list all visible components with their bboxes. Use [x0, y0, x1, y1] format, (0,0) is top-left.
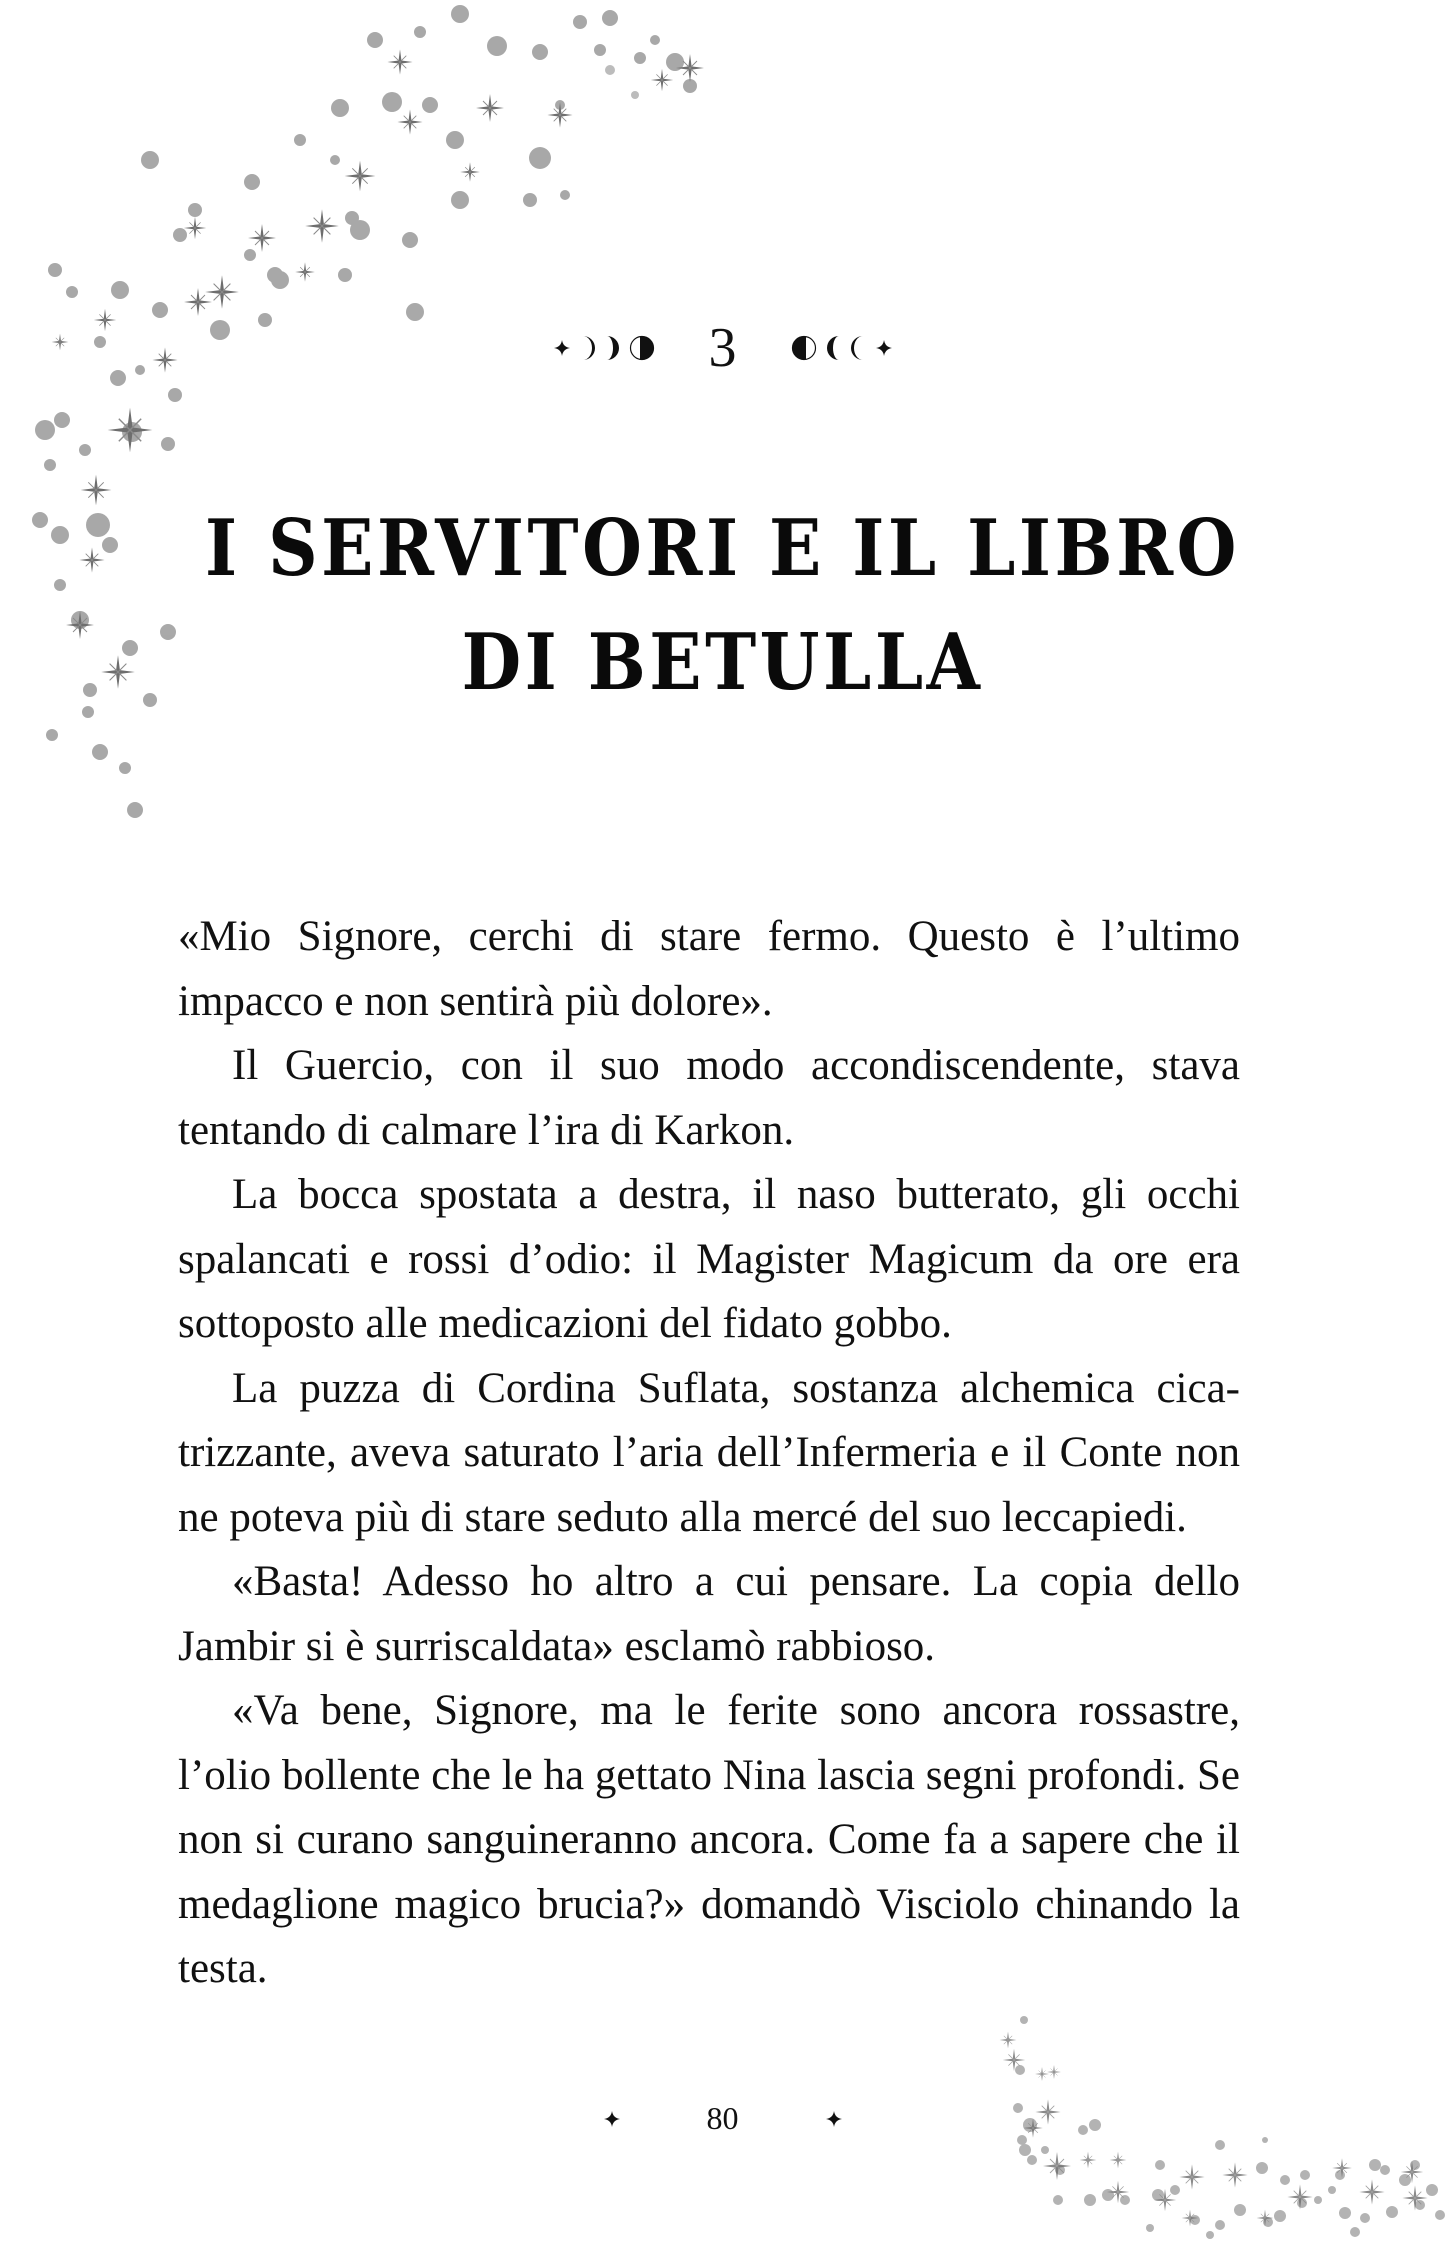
- paragraph: «Mio Signore, cerchi di stare fermo. Questo è l’ultimo impacco e non sentirà più dolore».: [178, 913, 1240, 1025]
- crescent-waxing-icon: [827, 335, 841, 361]
- crescent-waxing-icon: [851, 335, 865, 361]
- chapter-heading-ornament: [0, 318, 1445, 378]
- chapter-title: [87, 492, 1359, 720]
- paragraph: «Basta! Adesso ho altro a cui pensare. La copia dello Jambir si è surriscaldata» esclamò rabbioso.: [178, 1558, 1240, 1670]
- moon-ornament-left: [553, 335, 655, 361]
- half-moon-icon: [791, 335, 817, 361]
- star-icon: [603, 2110, 621, 2128]
- crescent-waning-icon: [581, 335, 595, 361]
- paragraph: La bocca spostata a destra, il naso butterato, gli occhi spalancati e rossi d’odio: il Magister Magicum da ore era sottoposto alle medicazioni del fidato gobbo.: [178, 1171, 1240, 1347]
- paragraph: La puzza di Cordina Suflata, sostanza alchemica cicatrizzante, aveva saturato l’aria dell’Infermeria e il Conte non ne poteva più di stare seduto alla mercé del suo leccapiedi.: [178, 1364, 1240, 1541]
- page-footer: [0, 2100, 1445, 2137]
- page-number: 80: [706, 2100, 739, 2136]
- moon-ornament-right: [791, 335, 893, 361]
- chapter-title-line-2: DI BETULLA: [461, 617, 984, 709]
- star-icon: [825, 2110, 843, 2128]
- star-icon: [553, 339, 571, 357]
- paragraph: Il Guercio, con il suo modo accondiscendente, stava tentando di calmare l’ira di Karkon.: [178, 1042, 1240, 1154]
- star-icon: [875, 339, 893, 357]
- crescent-waning-icon: [605, 335, 619, 361]
- body-text: [178, 905, 1240, 2002]
- chapter-title-line-1: I SERVITORI E IL LIBRO: [205, 503, 1240, 595]
- chapter-number: 3: [708, 317, 737, 379]
- half-moon-icon: [629, 335, 655, 361]
- paragraph: «Va bene, Signore, ma le ferite sono ancora rossastre, l’olio bollente che le ha gettato Nina lascia segni profondi. Se non si curano sanguineranno ancora. Come fa a sapere che il medaglione magico brucia?» domandò Visciolo chinando la testa.: [178, 1687, 1240, 1992]
